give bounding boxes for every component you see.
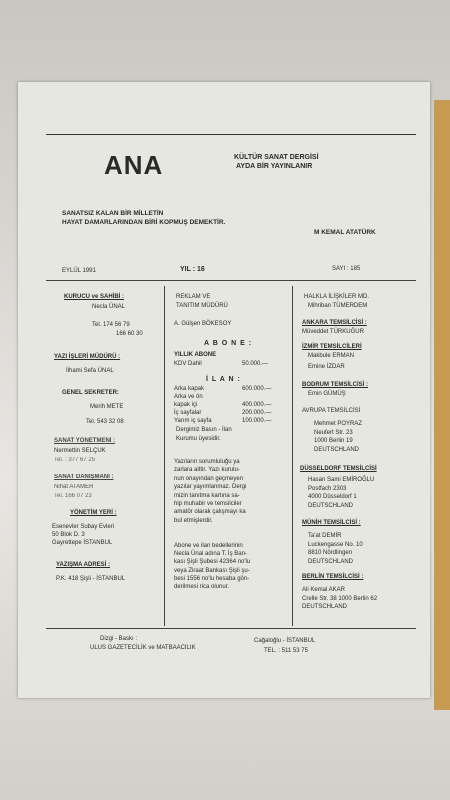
header-line2: AYDA BİR YAYINLANIR xyxy=(236,163,313,170)
subscription-title: A B O N E : xyxy=(204,340,253,347)
text-line: Ta'at DEMİR xyxy=(308,533,342,539)
text-line: besi 1556 no'lu hesaba gön- xyxy=(174,575,250,582)
text-line: Luckengasse No. 10 xyxy=(308,541,363,548)
art-director-tel: Tel. : 377 67 25 xyxy=(54,457,96,463)
dusseldorf-address xyxy=(308,476,374,510)
founder-name: Necla ÜNAL xyxy=(92,304,126,310)
text-line: yazılar yayımlanmaz. Dergi xyxy=(174,484,247,491)
bodrum-name: Emin GÜMÜŞ xyxy=(308,391,346,397)
text-line: Crelle Str. 38 1000 Berlin 62 xyxy=(302,595,378,602)
text-line: DEUTSCHLAND xyxy=(314,446,360,453)
text-line: mizin tanıtma kartına sa- xyxy=(174,492,240,499)
ilan-row-label: Arka kapak xyxy=(174,386,205,392)
ilan-row-label: İç sayfalar xyxy=(174,410,202,416)
ilan-row-label: Yarım iç sayfa xyxy=(174,418,212,424)
pr-title: HALKLA İLİŞKİLER MD. xyxy=(304,294,370,300)
editor-name: İlhami Sefa ÜNAL xyxy=(66,368,114,374)
bodrum-title: BODRUM TEMSİLCİSİ : xyxy=(302,382,368,388)
text-line: nun onayından geçmeyen xyxy=(174,475,244,482)
text-line: Necla Ünal adına T. İş Ban- xyxy=(174,551,247,558)
ilan-row-price: 100.000.— xyxy=(242,418,272,424)
ankara-name: Müveddet TÜRKUĞUR xyxy=(302,329,364,335)
pr-name: Mihriban TÜMERDEM xyxy=(308,303,368,309)
admin-line3: Gayrettepe İSTANBUL xyxy=(52,540,113,546)
subscription-label: YILLIK ABONE xyxy=(174,352,217,358)
footer-tel: TEL. : 511 53 75 xyxy=(264,648,308,654)
text-line: Ali Kemal AKAR xyxy=(302,587,346,593)
art-advisor-title: SANAT DANIŞMANI : xyxy=(54,474,114,480)
ilan-row-price: 600.000.— xyxy=(242,386,272,392)
subscription-price: 50.000.— xyxy=(242,361,269,367)
press-note-2: Kurumu üyesidir. xyxy=(176,436,221,442)
print-label: Dizgi - Baskı : xyxy=(100,636,138,642)
ankara-title: ANKARA TEMSİLCİSİ : xyxy=(302,320,367,326)
text-line: amatör olarak çalışmayı ka xyxy=(174,509,246,516)
print-name: ULUS GAZETECİLİK ve MATBAACILIK xyxy=(90,645,196,651)
text-line: derilmesi rica olunur. xyxy=(174,584,230,591)
subscription-kdv: KDV Dahil xyxy=(174,361,202,367)
mail-address: P.K. 418 Şişli - İSTANBUL xyxy=(56,576,126,582)
text-line: DEUTSCHLAND xyxy=(302,604,348,610)
text-line: Hasan Sami EMİROĞLU xyxy=(308,477,375,483)
art-director-name: Nermettin SELÇUK xyxy=(54,448,106,454)
izmir-title: İZMİR TEMSİLCİLERİ xyxy=(302,344,362,350)
art-director-title: SANAT YÖNETMENİ : xyxy=(54,438,116,444)
founder-tel: Tel. 174 56 79 xyxy=(92,322,130,328)
issue-number: SAYI : 185 xyxy=(332,266,361,272)
ilan-title: İ L A N : xyxy=(206,376,241,383)
logo: ANA xyxy=(104,150,164,180)
ads-title-2: TANITIM MÜDÜRÜ xyxy=(176,303,228,309)
izmir-name-2: Emine İZDAR xyxy=(308,364,345,370)
text-line: bul etmişlerdir. xyxy=(174,517,213,524)
art-advisor-name: Nihat ATAMER xyxy=(54,484,94,490)
issue-year: YIL : 16 xyxy=(180,266,205,273)
text-line: Yazıların sorumluluğu ya xyxy=(174,459,240,465)
text-line: 4000 Düsseldorf 1 xyxy=(308,494,357,500)
text-line: DEUTSCHLAND xyxy=(308,502,354,509)
ads-name: A. Gülşen BÖKESOY xyxy=(174,321,232,327)
issue-month: EYLÜL 1991 xyxy=(62,268,96,274)
admin-title: YÖNETİM YERİ : xyxy=(70,510,117,516)
admin-line2: 50 Blok D. 3 xyxy=(52,532,85,538)
press-note-1: Dergimiz Basın - İlan xyxy=(176,427,232,433)
izmir-name-1: Makbule ERMAN xyxy=(308,353,355,359)
europe-title: AVRUPA TEMSİLCİSİ xyxy=(302,408,361,414)
founder-tel2: 166 60 30 xyxy=(116,331,143,337)
ilan-row-label: kapak içi xyxy=(174,402,198,408)
col-divider-1 xyxy=(164,286,165,626)
ads-title-1: REKLAM VE xyxy=(176,294,211,300)
ilan-row-price: 200.000.— xyxy=(242,410,272,416)
text-line: Abone ve ilan bedellerinin xyxy=(174,543,243,549)
quote-line1: SANATSIZ KALAN BİR MİLLETİN xyxy=(62,210,164,217)
munich-title: MÜNİH TEMSİLCİSİ : xyxy=(302,520,361,526)
footer-city: Cağaloğlu - İSTANBUL xyxy=(254,638,316,644)
text-line: DEUTSCHLAND xyxy=(308,558,354,565)
ilan-row-label: Arka ve ön xyxy=(174,394,203,400)
text-line: Neufert Str. 23 xyxy=(314,429,353,436)
adjacent-book-edge xyxy=(434,100,450,710)
europe-address xyxy=(314,420,362,454)
editor-title: YAZI İŞLERİ MÜDÜRÜ : xyxy=(54,354,121,360)
art-advisor-tel: Tel. 166 07 23 xyxy=(54,493,92,499)
secretary-title: GENEL SEKRETER: xyxy=(62,390,119,396)
munich-address xyxy=(308,532,363,566)
ilan-row-price: 400.000.— xyxy=(242,402,272,408)
text-line: 8810 Nördlingen xyxy=(308,550,353,556)
mail-title: YAZIŞMA ADRESİ : xyxy=(56,562,111,568)
secretary-name: Merih METE xyxy=(90,404,124,410)
header-line1: KÜLTÜR SANAT DERGİSİ xyxy=(234,154,319,161)
magazine-page xyxy=(18,82,430,698)
col-divider-2 xyxy=(292,286,293,626)
admin-line1: Esenevler Subay Evleri xyxy=(52,524,115,530)
berlin-title: BERLİN TEMSİLCİSİ : xyxy=(302,574,364,580)
founder-title: KURUCU ve SAHİBİ : xyxy=(64,294,125,300)
text-line: Mehmet POYRAZ xyxy=(314,421,363,427)
text-line: 1000 Berlin 19 xyxy=(314,438,353,444)
text-line: hip muhabir ve temsilciler xyxy=(174,501,242,508)
payment-note xyxy=(174,542,250,591)
text-line: Postfach 2303 xyxy=(308,485,347,492)
dusseldorf-title: DÜSSELDORF TEMSİLCİSİ xyxy=(300,466,377,472)
text-line: zarlara aittir. Yazı kurulu- xyxy=(174,467,240,474)
berlin-address xyxy=(302,586,377,612)
quote-author: M KEMAL ATATÜRK xyxy=(314,229,376,236)
text-line: veya Ziraat Bankası Şişli şu- xyxy=(174,567,250,574)
quote-line2: HAYAT DAMARLARINDAN BİRİ KOPMUŞ DEMEKTİR. xyxy=(62,219,226,226)
divider-top xyxy=(46,280,416,281)
secretary-tel: Tel. 543 32 08 xyxy=(86,419,124,425)
responsibility-note xyxy=(174,458,246,525)
divider-bottom xyxy=(46,628,416,629)
text-line: kası Şişli Şubesi 42364 no'lu xyxy=(174,559,251,566)
